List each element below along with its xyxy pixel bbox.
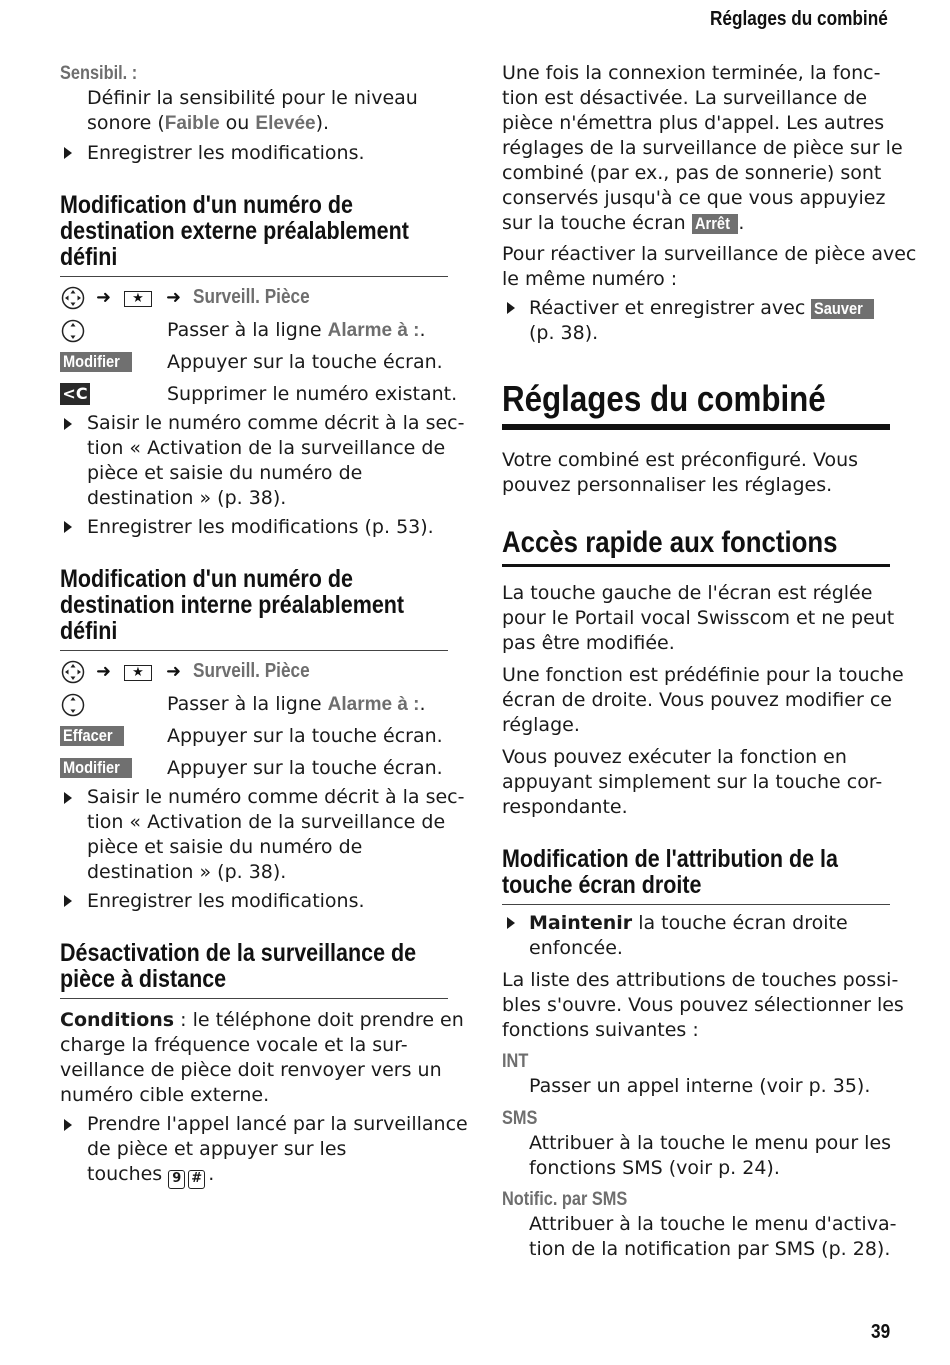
bullet-line: tion « Activation de la surveillance de <box>87 437 446 459</box>
arrow-right-icon: ➜ <box>166 661 182 682</box>
delete-key-icon: <C <box>60 383 90 405</box>
softkey-modifier <box>60 352 132 372</box>
bullet-text <box>529 911 848 961</box>
section-heading-external <box>60 192 466 270</box>
paragraph-line: Une fonction est prédéfinie pour la touche <box>502 664 904 686</box>
paragraph-line: respondante. <box>502 796 628 818</box>
softkey-modifier <box>60 758 132 778</box>
paragraph-line: le même numéro : <box>502 268 678 290</box>
softkey-label: Effacer <box>63 726 113 745</box>
triangle-bullet-icon <box>64 418 72 430</box>
menu-path: Surveill. Pièce <box>193 286 310 308</box>
arrow-right-icon: ➜ <box>166 287 182 308</box>
softkey-label: Sauver <box>814 299 864 318</box>
section-heading-internal <box>60 566 460 644</box>
step-text: Appuyer sur la touche écran. <box>167 757 443 779</box>
page-number: 39 <box>871 1321 891 1343</box>
reactivate-paragraph <box>502 242 916 292</box>
navigation-key-icon <box>61 660 85 684</box>
bullet-text <box>529 296 874 346</box>
paragraph-line-end: . <box>738 212 745 234</box>
bullet-line: Saisir le numéro comme décrit à la sec- <box>87 412 465 434</box>
term-alarme: Alarme à : <box>327 320 420 341</box>
triangle-bullet-icon <box>64 895 72 907</box>
key-9-icon: 9 <box>168 1170 185 1189</box>
running-title: Réglages du combiné <box>710 8 888 30</box>
softkey-label: Arrêt <box>694 214 730 233</box>
softkey-arret <box>692 214 739 234</box>
bullet-line-end: . <box>208 1163 215 1185</box>
paragraph-line: La liste des attributions de touches possi- <box>502 969 899 991</box>
heading-line: destination interne préalablement <box>60 591 405 619</box>
sensibil-desc <box>87 86 427 136</box>
term-notific-desc <box>529 1212 896 1262</box>
term-elevee: Elevée <box>255 113 316 134</box>
conditions-line: charge la fréquence vocale et la sur- <box>60 1034 408 1056</box>
paragraph-line: tion est désactivée. La surveillance de <box>502 87 868 109</box>
bullet-bold: Maintenir <box>529 912 633 934</box>
heading-line: Désactivation de la surveillance de <box>60 939 417 967</box>
star-key-icon: ★ <box>124 665 152 681</box>
section-rule <box>502 564 890 567</box>
sensibil-desc-end: ). <box>315 112 330 134</box>
paragraph-line: Votre combiné est préconfiguré. Vous <box>502 449 859 471</box>
divider <box>60 998 448 999</box>
heading-line: destination externe préalablement <box>60 217 409 245</box>
heading-line: Modification d'un numéro de <box>60 565 353 593</box>
section-heading-attribution <box>502 846 893 898</box>
chapter-title: Réglages du combiné <box>502 378 826 419</box>
heading-line: défini <box>60 243 118 271</box>
triangle-bullet-icon <box>64 147 72 159</box>
conditions-line: : le téléphone doit prendre en <box>174 1009 464 1031</box>
arrow-right-icon: ➜ <box>96 287 112 308</box>
triangle-bullet-icon <box>64 1119 72 1131</box>
paragraph-line: bles s'ouvre. Vous pouvez sélectionner les <box>502 994 904 1016</box>
paragraph-line: Vous pouvez exécuter la fonction en <box>502 746 847 768</box>
bullet-line: Prendre l'appel lancé par la surveillance <box>87 1113 468 1135</box>
bullet-line: destination » (p. 38). <box>87 861 287 883</box>
step-text: Appuyer sur la touche écran. <box>167 351 443 373</box>
bullet-line: pièce et saisie du numéro de <box>87 462 363 484</box>
navigation-key-icon <box>61 693 85 717</box>
step-text-end: . <box>419 319 426 341</box>
bullet-line: pièce et saisie du numéro de <box>87 836 363 858</box>
heading-line: Modification d'un numéro de <box>60 191 353 219</box>
paragraph-line: sur la touche écran <box>502 212 692 234</box>
navigation-key-icon <box>61 286 85 310</box>
acces-paragraph-3 <box>502 745 882 820</box>
bullet-text <box>87 785 465 885</box>
conditions-line: veillance de pièce doit renvoyer vers un <box>60 1059 442 1081</box>
conditions-paragraph <box>60 1008 464 1108</box>
paragraph-line: réglage. <box>502 714 580 736</box>
softkey-label: Modifier <box>63 352 120 371</box>
section-title-acces-rapide: Accès rapide aux fonctions <box>502 526 838 559</box>
conditions-line: numéro cible externe. <box>60 1084 270 1106</box>
step-text: Passer à la ligne <box>167 319 328 341</box>
divider <box>60 276 448 277</box>
acces-paragraph-2 <box>502 663 904 738</box>
step-row <box>167 692 426 717</box>
term-sensibil: Sensibil. : <box>60 63 138 84</box>
paragraph-line: appuyant simplement sur la touche cor- <box>502 771 883 793</box>
bullet-line: Réactiver et enregistrer avec <box>529 297 812 319</box>
term-int: INT <box>502 1051 529 1072</box>
paragraph-line: conservés jusqu'à ce que vous appuyiez <box>502 187 886 209</box>
softkey-effacer <box>60 726 124 746</box>
arrow-right-icon: ➜ <box>96 661 112 682</box>
triangle-bullet-icon <box>64 792 72 804</box>
step-text: Appuyer sur la touche écran. <box>167 725 443 747</box>
softkey-label: Modifier <box>63 758 120 777</box>
bullet-line: touches <box>87 1163 169 1185</box>
paragraph-line: écran de droite. Vous pouvez modifier ce <box>502 689 892 711</box>
divider <box>502 904 890 905</box>
paragraph-line: pièce n'émettra plus d'appel. Les autres <box>502 112 885 134</box>
star-key-icon: ★ <box>124 291 152 307</box>
term-sms-desc <box>529 1131 891 1181</box>
step-text: Supprimer le numéro existant. <box>167 383 458 405</box>
step-text-end: . <box>419 693 426 715</box>
heading-line: pièce à distance <box>60 965 227 993</box>
paragraph-line: pour le Portail vocal Swisscom et ne peut <box>502 607 895 629</box>
paragraph-line: fonctions suivantes : <box>502 1019 699 1041</box>
triangle-bullet-icon <box>507 917 515 929</box>
softkey-sauver <box>811 299 874 319</box>
sensibil-desc-text: Définir la sensibilité pour le niveau sonore ( <box>87 87 418 134</box>
chapter-intro <box>502 448 858 498</box>
conditions-term: Conditions <box>60 1009 175 1031</box>
step-text: Passer à la ligne <box>167 693 328 715</box>
bullet-text <box>87 1112 468 1189</box>
definition-line: Attribuer à la touche le menu pour les <box>529 1132 892 1154</box>
term-sms: SMS <box>502 1108 538 1129</box>
paragraph-line: pouvez personnaliser les réglages. <box>502 474 833 496</box>
bullet-text: Enregistrer les modifications. <box>87 890 365 912</box>
paragraph-line: La touche gauche de l'écran est réglée <box>502 582 873 604</box>
paragraph-line: combiné (par ex., pas de sonnerie) sont <box>502 162 882 184</box>
bullet-line: tion « Activation de la surveillance de <box>87 811 446 833</box>
bullet-line: destination » (p. 38). <box>87 487 287 509</box>
intro-paragraph <box>502 61 903 236</box>
definition-line: Attribuer à la touche le menu d'activa- <box>529 1213 897 1235</box>
chapter-rule <box>502 424 890 430</box>
section-heading-deactivation <box>60 940 474 992</box>
step-row <box>167 318 426 343</box>
bullet-line: enfoncée. <box>529 937 623 959</box>
attrib-paragraph <box>502 968 904 1043</box>
paragraph-line: Une fois la connexion terminée, la fonc- <box>502 62 881 84</box>
triangle-bullet-icon <box>64 521 72 533</box>
menu-path: Surveill. Pièce <box>193 660 310 682</box>
navigation-key-icon <box>61 319 85 343</box>
acces-paragraph-1 <box>502 581 894 656</box>
sensibil-desc-or: ou <box>219 112 256 134</box>
heading-line: défini <box>60 617 118 645</box>
bullet-line: (p. 38). <box>529 322 599 344</box>
bullet-line: la touche écran droite <box>632 912 848 934</box>
bullet-line: de pièce et appuyer sur les <box>87 1138 347 1160</box>
term-alarme: Alarme à : <box>327 694 420 715</box>
heading-line: Modification de l'attribution de la <box>502 845 838 873</box>
sensibil-bullet: Enregistrer les modifications. <box>87 142 365 164</box>
paragraph-line: réglages de la surveillance de pièce sur le <box>502 137 903 159</box>
key-hash-icon: # <box>188 1170 205 1189</box>
bullet-text: Enregistrer les modifications (p. 53). <box>87 516 434 538</box>
term-notific-sms: Notific. par SMS <box>502 1189 628 1210</box>
term-int-desc: Passer un appel interne (voir p. 35). <box>529 1075 871 1097</box>
triangle-bullet-icon <box>507 302 515 314</box>
divider <box>60 650 448 651</box>
definition-line: fonctions SMS (voir p. 24). <box>529 1157 780 1179</box>
bullet-line: Saisir le numéro comme décrit à la sec- <box>87 786 465 808</box>
paragraph-line: pas être modifiée. <box>502 632 675 654</box>
heading-line: touche écran droite <box>502 871 702 899</box>
bullet-text <box>87 411 465 511</box>
paragraph-line: Pour réactiver la surveillance de pièce avec <box>502 243 917 265</box>
definition-line: tion de la notification par SMS (p. 28). <box>529 1238 891 1260</box>
term-faible: Faible <box>164 113 220 134</box>
